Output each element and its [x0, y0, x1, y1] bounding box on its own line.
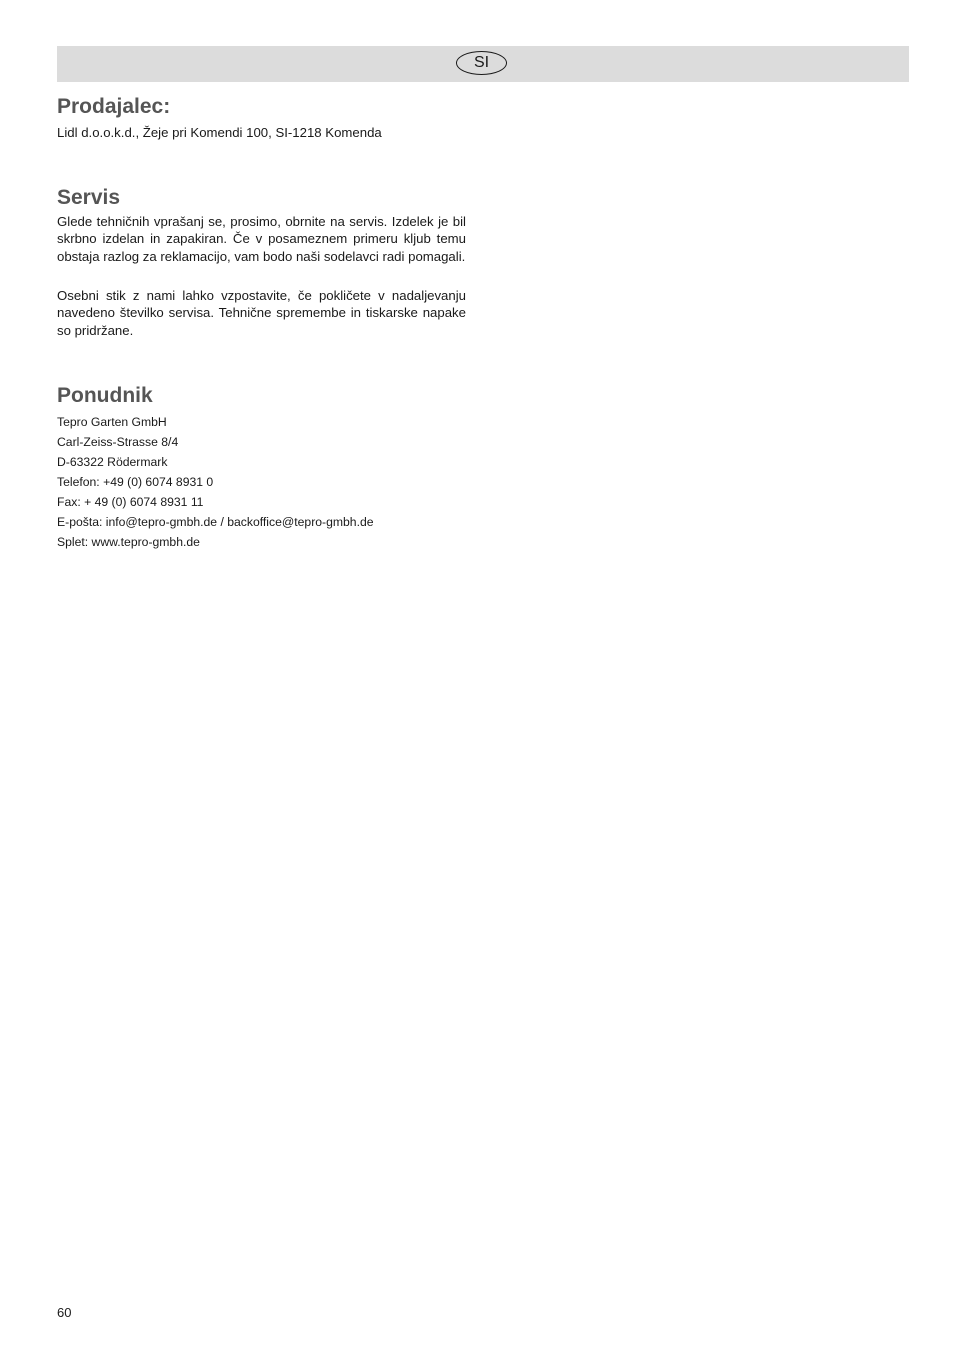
service-paragraph-2: Osebni stik z nami lahko vzpostavite, če pokličete v nadaljevanju navedeno številko servisa. Tehnične spremembe in tiskarske napake so pridržane. — [57, 288, 466, 338]
supplier-email: E-pošta: info@tepro-gmbh.de / backoffice@tepro-gmbh.de — [57, 515, 374, 529]
supplier-address-list — [57, 412, 374, 552]
language-code-badge: SI — [456, 51, 507, 75]
supplier-website: Splet: www.tepro-gmbh.de — [57, 535, 200, 549]
supplier-street: Carl-Zeiss-Strasse 8/4 — [57, 435, 179, 449]
seller-address: Lidl d.o.o.k.d., Žeje pri Komendi 100, SI-1218 Komenda — [57, 125, 382, 140]
supplier-city: D-63322 Rödermark — [57, 455, 168, 469]
supplier-fax: Fax: + 49 (0) 6074 8931 11 — [57, 495, 204, 509]
service-paragraph-1: Glede tehničnih vprašanj se, prosimo, obrnite na servis. Izdelek je bil skrbno izdelan in zapakiran. Če v posameznem primeru kljub temu obstaja razlog za reklamacijo, vam bodo naši sodelavci radi pomagali. — [57, 214, 466, 264]
seller-heading: Prodajalec: — [57, 95, 171, 118]
supplier-phone: Telefon: +49 (0) 6074 8931 0 — [57, 475, 214, 489]
page-number: 60 — [57, 1305, 72, 1320]
supplier-company: Tepro Garten GmbH — [57, 415, 167, 429]
service-heading: Servis — [57, 186, 121, 209]
supplier-heading: Ponudnik — [57, 384, 153, 407]
